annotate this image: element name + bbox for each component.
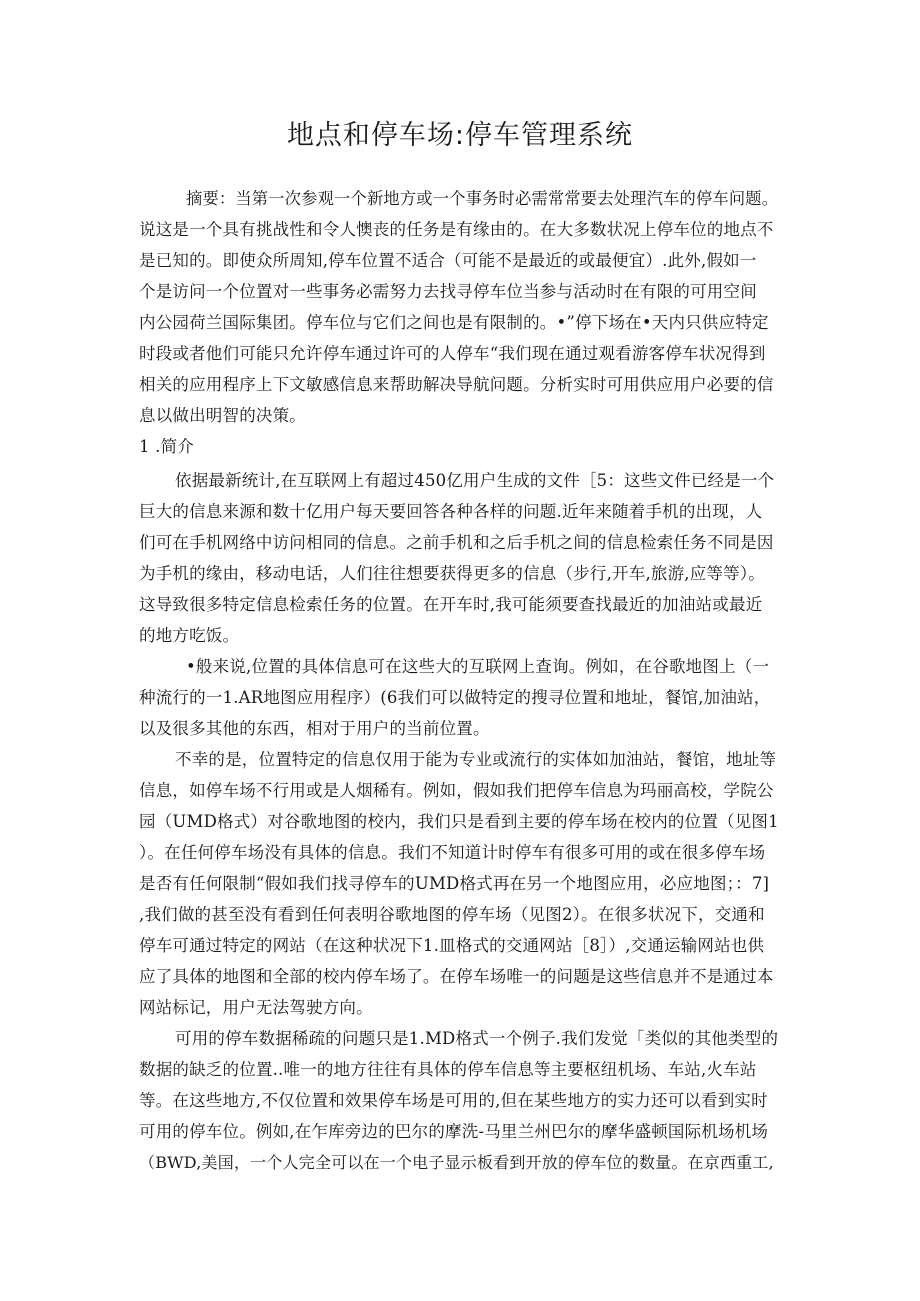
abstract-line: 相关的应用程序上下文敏感信息来帮助解决导航问题。分析实时可用供应用户必要的信 xyxy=(139,375,774,394)
paragraph-line: ）。在任何停车场没有具体的信息。我们不知道计时停车有很多可用的或在很多停车场 xyxy=(139,843,766,862)
paragraph-line: （BWD,美国，一个人完全可以在一个电子显示板看到开放的停车位的数量。在京西重工, xyxy=(139,1153,774,1172)
paragraph-line: 依据最新统计,在互联网上有超过450亿用户生成的文件［5：这些文件已经是一个 xyxy=(175,471,775,490)
paragraph-line: 停车可通过特定的网站（在这种状况下1.皿格式的交通网站［8］）,交通运输网站也供 xyxy=(139,936,765,955)
paragraph-line: 等。在这些地方,不仅位置和效果停车场是可用的,但在某些地方的实力还可以看到实时 xyxy=(139,1091,768,1110)
abstract-line: 摘要：当第一次参观一个新地方或一个事务时必需常常要去处理汽车的停车问题。 xyxy=(186,189,779,208)
paragraph-line: 们可在手机网络中访问相同的信息。之前手机和之后手机之间的信息检索任务不同是因 xyxy=(139,533,774,552)
section-heading: 1 .简介 xyxy=(139,437,194,456)
paragraph-line: ,我们做的甚至没有看到任何表明谷歌地图的停车场（见图2）。在很多状况下，交通和 xyxy=(139,905,765,924)
abstract-line: 说这是一个具有挑战性和令人懊丧的任务是有缘由的。在大多数状况上停车位的地点不 xyxy=(139,220,774,239)
paragraph-line: 网站标记，用户无法驾驶方向。 xyxy=(139,998,373,1017)
abstract-line: 时段或者他们可能只允许停车通过许可的人停车“我们现在通过观看游客停车状况得到 xyxy=(139,344,766,363)
abstract-line: 内公园荷兰国际集团。停车位与它们之间也是有限制的。•”停下场在•天内只供应特定 xyxy=(139,313,769,332)
document-title: 地点和停车场:停车管理系统 xyxy=(286,120,634,151)
paragraph-line: 信息，如停车场不行用或是人烟稀有。例如，假如我们把停车信息为玛丽高校，学院公 xyxy=(139,781,774,800)
paragraph-line: 这导致很多特定信息检索任务的位置。在开车时,我可能须要查找最近的加油站或最近 xyxy=(139,595,763,614)
paragraph-line: 是否有任何限制“假如我们找寻停车的UMD格式再在另一个地图应用，必应地图；：7] xyxy=(139,874,770,893)
paragraph-line: 为手机的缘由，移动电话，人们往往想要获得更多的信息（步行,开车,旅游,应等等）。 xyxy=(139,564,765,583)
paragraph-line: 应了具体的地图和全部的校内停车场了。在停车场唯一的问题是这些信息并不是通过本 xyxy=(139,967,774,986)
paragraph-line: 可用的停车数据稀疏的问题只是1.MD格式一个例子.我们发觉「类似的其他类型的 xyxy=(175,1029,779,1048)
paragraph-line: 种流行的一1.AR地图应用程序）(6我们可以做特定的搜寻位置和地址，餐馆,加油站， xyxy=(139,688,771,707)
paragraph-line: 不幸的是，位置特定的信息仅用于能为专业或流行的实体如加油站，餐馆，地址等 xyxy=(175,750,777,769)
abstract-line: 个是访问一个位置对一些事务必需努力去找寻停车位当参与活动时在有限的可用空间 xyxy=(139,282,757,301)
paragraph-line: 的地方吃饭。 xyxy=(139,626,240,645)
abstract-line: 是已知的。即使众所周知,停车位置不适合（可能不是最近的或最便宜）.此外,假如一 xyxy=(139,251,757,270)
paragraph-line: 巨大的信息来源和数十亿用户每天要回答各种各样的问题.近年来随着手机的出现，人 xyxy=(139,502,763,521)
paragraph-line: 数据的缺乏的位置..唯一的地方往往有具体的停车信息等主要枢纽机场、车站,火车站 xyxy=(139,1060,757,1079)
paragraph-line: •般来说,位置的具体信息可在这些大的互联网上查询。例如，在谷歌地图上（一 xyxy=(186,657,770,676)
paragraph-line: 以及很多其他的东西，相对于用户的当前位置。 xyxy=(139,719,490,738)
abstract-line: 息以做出明智的决策。 xyxy=(139,406,306,425)
paragraph-line: 园（UMD格式）对谷歌地图的校内，我们只是看到主要的停车场在校内的位置（见图1 xyxy=(139,812,779,831)
paragraph-line: 可用的停车位。例如,在乍库旁边的巴尔的摩洗-马里兰州巴尔的摩华盛顿国际机场机场 xyxy=(139,1122,769,1141)
